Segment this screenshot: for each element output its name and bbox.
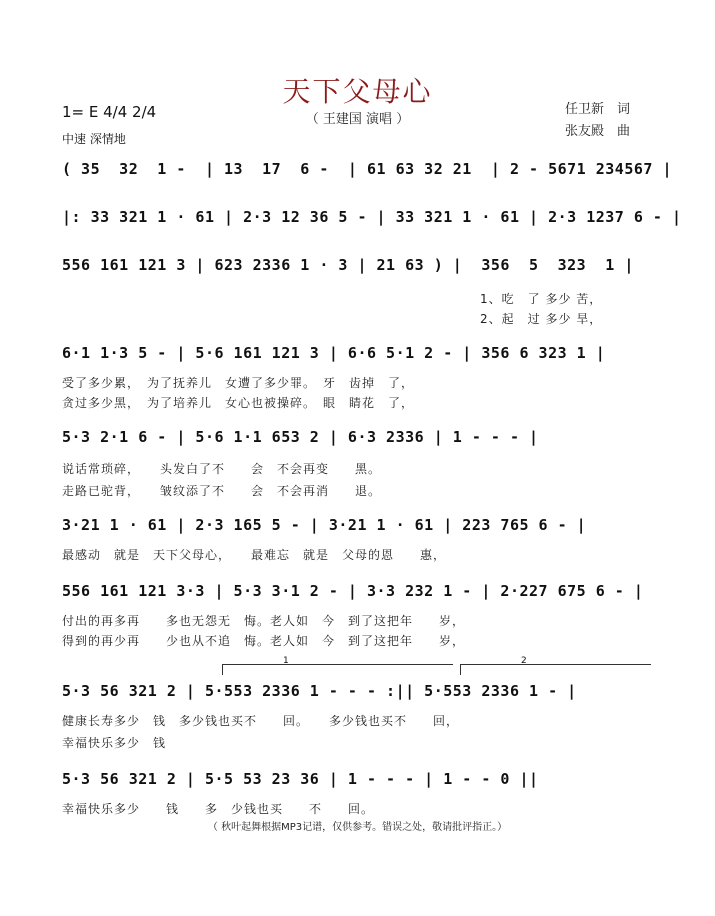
lyric-line: 付出的再多再 多也无怨无 悔。老人如 今 到了这把年 岁，	[62, 614, 466, 628]
tempo-marking: 中速 深情地	[62, 132, 126, 146]
score-row-7	[62, 582, 655, 610]
notation-line: 5·3 2·1 6 - | 5·6 1·1 653 2 | 6·3 2336 | 1 - - - |	[62, 428, 539, 446]
notation-line: 5·3 56 321 2 | 5·5 53 23 36 | 1 - - - | 1 - - 0 ||	[62, 770, 539, 788]
lyric-line: 2、起 过 多少 旱，	[480, 312, 603, 326]
singer-credit: （ 王建国 演唱 ）	[305, 112, 410, 127]
score-row-3	[62, 256, 655, 284]
lyric-line: 受了多少累， 为了抚养儿 女遭了多少罪。 牙 齿掉 了，	[62, 376, 415, 390]
notation-line: 5·3 56 321 2 | 5·553 2336 1 - - - :|| 5·553 2336 1 - |	[62, 682, 577, 700]
second-ending-label: 2	[521, 656, 527, 666]
notation-line: ( 35 32 1 - | 13 17 6 - | 61 63 32 21 | 2 - 5671 234567 |	[62, 160, 672, 178]
lyric-line: 1、吃 了 多少 苦，	[480, 292, 603, 306]
lyric-line: 走路已驼背， 皱纹添了不 会 不会再消 退。	[62, 484, 382, 498]
second-ending-bracket	[460, 656, 651, 675]
score-row-6	[62, 516, 655, 544]
lyric-line: 幸福快乐多少 钱	[62, 736, 167, 750]
lyric-line: 说话常琐碎， 头发白了不 会 不会再变 黑。	[62, 462, 382, 476]
score-row-9	[62, 770, 655, 798]
score-row-2	[62, 208, 682, 236]
lyric-line: 得到的再少再 少也从不追 悔。老人如 今 到了这把年 岁，	[62, 634, 466, 648]
footer-note: （ 秋叶起舞根据MP3记谱，仅供参考。错误之处，敬请批评指正。）	[207, 822, 508, 833]
first-ending-bracket	[222, 656, 453, 675]
lyric-line: 最感动 就是 天下父母心， 最难忘 就是 父母的恩 惠，	[62, 548, 447, 562]
lyricist-credit: 任卫新 词	[565, 102, 631, 117]
notation-line: 6·1 1·3 5 - | 5·6 161 121 3 | 6·6 5·1 2 - | 356 6 323 1 |	[62, 344, 606, 362]
notation-line: 3·21 1 · 61 | 2·3 165 5 - | 3·21 1 · 61 | 223 765 6 - |	[62, 516, 587, 534]
lyric-line: 贪过多少黑， 为了培养儿 女心也被操碎。 眼 睛花 了，	[62, 396, 415, 410]
composer-credit: 张友殿 曲	[565, 124, 631, 139]
song-title: 天下父母心	[282, 75, 433, 108]
score-row-8	[62, 682, 655, 710]
score-row-4	[62, 344, 655, 372]
score-row-5	[62, 428, 655, 456]
notation-line: 556 161 121 3·3 | 5·3 3·1 2 - | 3·3 232 1 - | 2·227 675 6 - |	[62, 582, 644, 600]
notation-line: |: 33 321 1 · 61 | 2·3 12 36 5 - | 33 321 1 · 61 | 2·3 1237 6 - |	[62, 208, 682, 226]
score-row-1	[62, 160, 672, 188]
lyric-line: 健康长寿多少 钱 多少钱也买不 回。 多少钱也买不 回，	[62, 714, 460, 728]
lyric-line: 幸福快乐多少 钱 多 少钱也买 不 回。	[62, 802, 375, 816]
notation-line: 556 161 121 3 | 623 2336 1 · 3 | 21 63 ) | 356 5 323 1 |	[62, 256, 634, 274]
key-signature: 1= E 4/4 2/4	[62, 103, 157, 121]
first-ending-label: 1	[283, 656, 289, 666]
